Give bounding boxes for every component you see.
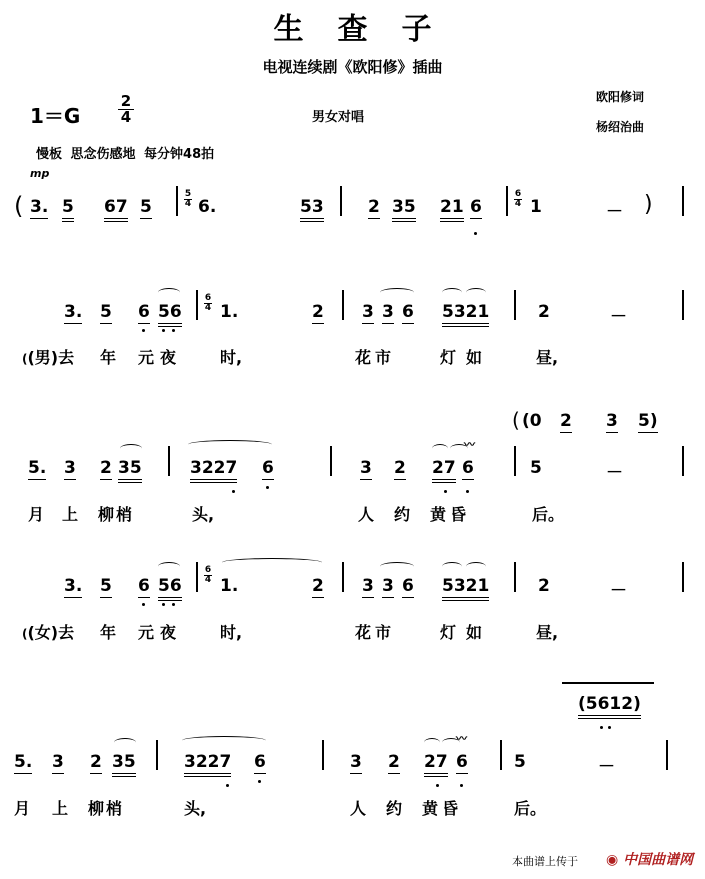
note: 1. [220, 576, 239, 596]
note: 2 [368, 197, 380, 217]
note: 3 [606, 411, 618, 431]
tempo-marking: 慢板 思念伤感地 每分钟48拍 [36, 147, 215, 162]
time-sig-small-bottom: 4 [204, 303, 212, 313]
note: 27 [424, 752, 448, 777]
note: 6 [462, 458, 474, 478]
lyric: 年 [100, 623, 117, 642]
note: 3 [64, 458, 76, 478]
barline [340, 186, 342, 216]
barline [514, 562, 516, 592]
lyric: 后。 [514, 799, 547, 818]
note: 2 [312, 576, 324, 596]
slur [158, 562, 180, 571]
note: 27 [432, 458, 456, 483]
intro-notes: (5612) [578, 694, 641, 719]
low-octave-dot [608, 726, 611, 729]
note: 5 [530, 458, 542, 478]
note: 2 [312, 302, 324, 322]
low-octave-dot [436, 784, 439, 787]
time-sig-small-bottom: 4 [514, 199, 522, 209]
note: 1. [220, 302, 239, 322]
dynamic-marking: mp [30, 167, 50, 180]
note: (0 [522, 411, 542, 431]
note: 35 [392, 197, 416, 222]
note: 6. [198, 197, 217, 217]
note: 2 [394, 458, 406, 478]
note: 21 [440, 197, 464, 222]
lyric: 昼, [536, 348, 559, 367]
globe-icon: ◉ [606, 852, 619, 868]
note: 5 [100, 576, 112, 596]
note: 53 [300, 197, 324, 222]
time-sig-small-top: 6 [204, 293, 212, 303]
lyric: 上 [62, 505, 79, 524]
slur [120, 444, 142, 453]
note: 2 [100, 458, 112, 478]
lyric: 花市 [355, 348, 396, 367]
lyric: 约 [386, 799, 403, 818]
lyric: 时, [220, 348, 243, 367]
slur [380, 562, 414, 571]
lyric: 头, [192, 505, 215, 524]
dash: － [610, 581, 627, 601]
lyric: 元夜 [138, 623, 183, 642]
barline [682, 186, 684, 216]
barline [330, 446, 332, 476]
note: 67 [104, 197, 128, 222]
barline [342, 562, 344, 592]
slur [432, 444, 448, 453]
lyric: 人 [350, 799, 367, 818]
note: 3 [382, 302, 394, 322]
low-octave-dot [460, 784, 463, 787]
note: 6 [138, 302, 150, 322]
note: 5 [100, 302, 112, 322]
key-signature: 1＝G [30, 104, 81, 128]
barline [168, 446, 170, 476]
low-octave-dot [162, 329, 165, 332]
note: 6 [402, 302, 414, 322]
lyric: 柳梢 [88, 799, 125, 818]
barline [682, 562, 684, 592]
slur [466, 288, 486, 297]
song-title: 生查子 [273, 12, 466, 47]
dash: － [610, 307, 627, 327]
time-sig-small-bottom: 4 [184, 199, 192, 209]
barline [514, 446, 516, 476]
barline [500, 740, 502, 770]
slur [114, 738, 136, 747]
note: 6 [456, 752, 468, 772]
note: 2 [90, 752, 102, 772]
low-octave-dot [162, 603, 165, 606]
note: 56 [158, 302, 182, 327]
note: 35 [118, 458, 142, 483]
lyric: 头, [184, 799, 207, 818]
lyric: ((男)去 [22, 348, 75, 367]
barline [156, 740, 158, 770]
barline [506, 186, 508, 216]
lyric: 时, [220, 623, 243, 642]
lyric: 年 [100, 348, 117, 367]
note: 2 [538, 576, 550, 596]
trill-icon: 〰 [456, 732, 467, 745]
slur [442, 288, 462, 297]
trill-icon: 〰 [464, 438, 475, 451]
time-sig-small-top: 6 [514, 189, 522, 199]
note: 6 [254, 752, 266, 772]
lyric: 黄昏 [422, 799, 463, 818]
barline [196, 562, 198, 592]
slur [182, 736, 266, 745]
note: 2 [388, 752, 400, 772]
extension-line [562, 682, 654, 684]
lyric: 人 [358, 505, 375, 524]
barline [342, 290, 344, 320]
lyric: 花市 [355, 623, 396, 642]
slur [158, 288, 180, 297]
slur [380, 288, 414, 297]
note: 3 [362, 576, 374, 596]
note: 5 [140, 197, 152, 217]
lyric: 昼, [536, 623, 559, 642]
note: 5. [14, 752, 33, 772]
dash: － [606, 202, 623, 222]
lyric: 约 [394, 505, 411, 524]
time-sig-small-top: 6 [204, 565, 212, 575]
close-paren: ) [644, 192, 653, 217]
note: 5 [514, 752, 526, 772]
intro-open: ( [512, 408, 520, 432]
slur [466, 562, 486, 571]
barline [682, 290, 684, 320]
slur [188, 440, 272, 449]
note: 2 [538, 302, 550, 322]
low-octave-dot [466, 490, 469, 493]
time-sig-bottom: 4 [120, 108, 132, 126]
note: 35 [112, 752, 136, 777]
lyric: 元夜 [138, 348, 183, 367]
barline [682, 446, 684, 476]
note: 6 [262, 458, 274, 478]
note: 5) [638, 411, 658, 431]
note: 3. [64, 576, 83, 596]
composer-credit: 杨绍治曲 [596, 120, 645, 134]
note: 3 [362, 302, 374, 322]
note: 3 [382, 576, 394, 596]
lyric: 后。 [532, 505, 565, 524]
low-octave-dot [142, 329, 145, 332]
low-octave-dot [444, 490, 447, 493]
note: 6 [402, 576, 414, 596]
note: 6 [138, 576, 150, 596]
slur [222, 558, 322, 567]
time-sig-top: 2 [120, 92, 132, 110]
note: 3 [52, 752, 64, 772]
note: 5. [28, 458, 47, 478]
barline [196, 290, 198, 320]
lyric: ((女)去 [22, 623, 75, 642]
time-signature [118, 94, 134, 125]
dash: － [598, 757, 615, 777]
low-octave-dot [258, 780, 261, 783]
slur [442, 562, 462, 571]
note: 3 [360, 458, 372, 478]
note: 3 [350, 752, 362, 772]
open-paren: ( [14, 192, 24, 220]
lyric: 灯如 [440, 623, 493, 642]
note: 5 [62, 197, 74, 222]
performance-note: 男女对唱 [312, 110, 365, 125]
low-octave-dot [600, 726, 603, 729]
barline [322, 740, 324, 770]
low-octave-dot [474, 232, 477, 235]
low-octave-dot [232, 490, 235, 493]
note: 3227 [190, 458, 237, 483]
note: 1 [530, 197, 542, 217]
lyricist-credit: 欧阳修词 [596, 90, 645, 104]
lyric: 月 [28, 505, 45, 524]
lyric: 柳梢 [98, 505, 135, 524]
note: 2 [560, 411, 572, 431]
low-octave-dot [172, 329, 175, 332]
note: 3. [64, 302, 83, 322]
note: 5321 [442, 302, 489, 327]
lyric: 月 [14, 799, 31, 818]
barline [176, 186, 178, 216]
note: 3227 [184, 752, 231, 777]
low-octave-dot [142, 603, 145, 606]
song-subtitle: 电视连续剧《欧阳修》插曲 [262, 58, 443, 76]
note: 6 [470, 197, 482, 217]
note: 3. [30, 197, 49, 217]
low-octave-dot [266, 486, 269, 489]
lyric: 黄昏 [430, 505, 471, 524]
lyric: 上 [52, 799, 69, 818]
barline [514, 290, 516, 320]
upload-note: 本曲谱上传于 [512, 855, 578, 868]
slur [424, 738, 440, 747]
site-name: 中国曲谱网 [623, 852, 694, 868]
site-logo[interactable] [606, 849, 693, 869]
time-sig-small-bottom: 4 [204, 575, 212, 585]
low-octave-dot [172, 603, 175, 606]
time-sig-small-top: 5 [184, 189, 192, 199]
low-octave-dot [226, 784, 229, 787]
note: 5321 [442, 576, 489, 601]
note: 56 [158, 576, 182, 601]
barline [666, 740, 668, 770]
lyric: 灯如 [440, 348, 493, 367]
dash: － [606, 463, 623, 483]
